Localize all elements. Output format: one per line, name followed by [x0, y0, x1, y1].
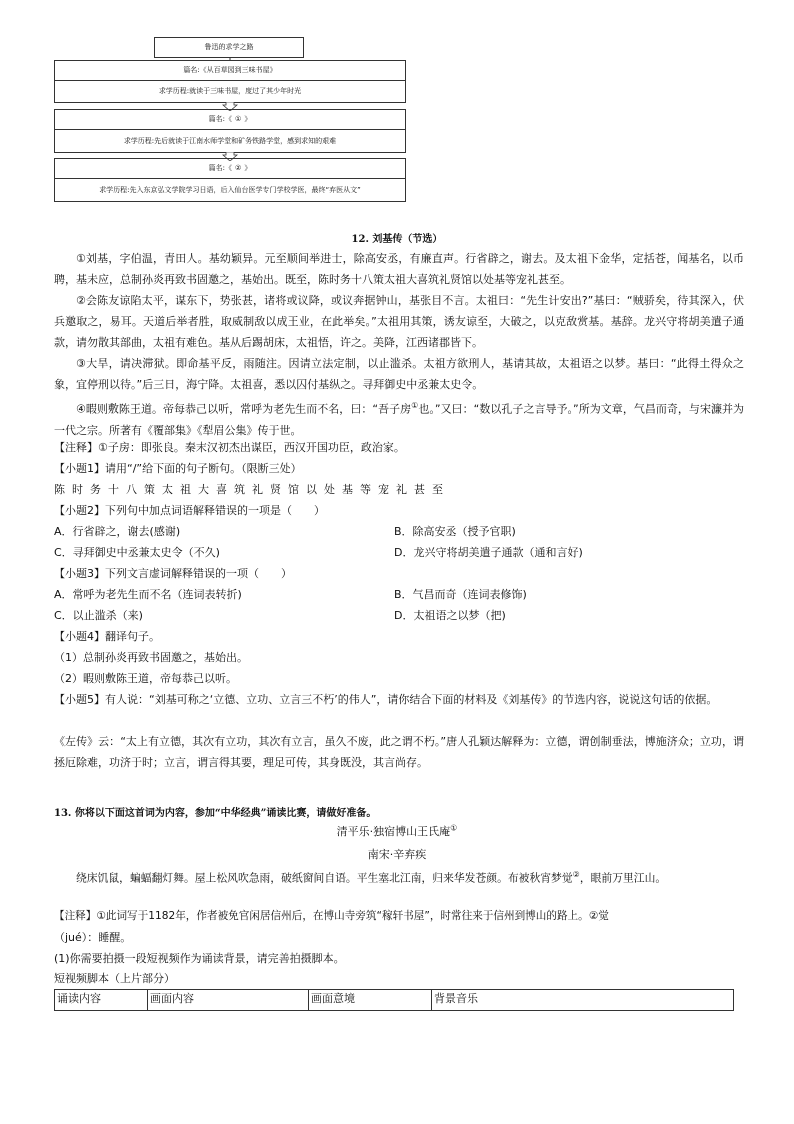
flowchart-box3-text: 求学历程:先入东京弘文学院学习日语，后入仙台医学专门学校学医，最终“弃医从文” — [54, 178, 406, 202]
q12-paragraph-1: ①刘基，字伯温，青田人。基幼颖异。元至顺间举进士，除高安丞，有廉直声。行省辟之，谢去。及太祖下金华，定括苍，闻基名，以币聘，基未应，总制孙炎再致书固邀之，基始出。既至，陈时务十八策太祖大喜筑礼贤馆以处基等宠礼甚至。 — [54, 252, 744, 286]
q12-paragraph-4 — [54, 395, 744, 441]
table-header-cell: 画面内容 — [148, 990, 309, 1011]
sub2-option-b: B．除高安丞（授予官职) — [394, 525, 516, 538]
sub4-item-1: （1）总制孙炎再致书固邀之，基始出。 — [54, 651, 248, 664]
flowchart-box2-title — [54, 109, 406, 130]
poem-author: 南宋·辛弃疾 — [367, 848, 427, 861]
poem-text-b: ，眼前万里江山。 — [579, 871, 667, 885]
blank-1: ① — [232, 110, 244, 130]
script-caption: 短视频脚本（上片部分） — [54, 972, 175, 985]
footnote-mark: ① — [450, 823, 458, 833]
blank-2: ② — [232, 159, 244, 179]
q13-note-line1: 【注释】①此词写于1182年，作者被免官闲居信州后，在博山寺旁筑“稼轩书屋”，时常往来于信州到博山的路上。②觉 — [54, 910, 609, 922]
box2-suffix: 》 — [244, 115, 252, 123]
sub4-item-2: （2）暇则敷陈王道，帝每恭己以听。 — [54, 672, 237, 685]
q12-note: 【注释】①子房：即张良。秦末汉初杰出谋臣，西汉开国功臣，政治家。 — [54, 441, 405, 454]
q13-task: (1)你需要拍摄一段短视频作为诵读背景，请完善拍摄脚本。 — [54, 952, 345, 965]
sub2-option-d: D．龙兴守将胡美遣子通款（通和言好) — [394, 546, 583, 559]
flowchart-box3-title — [54, 158, 406, 179]
table-header-cell: 画面意境 — [309, 990, 432, 1011]
p4-text-b: 也。”又曰：“数以孔子之言导予。”所为文章，气昌而奇，与宋濂并为一代之宗。所著有《覆部集》《犁眉公集》传于世。 — [54, 402, 745, 437]
poem-text-a: 绕床饥鼠，蝙蝠翻灯舞。屋上松风吹急雨，破纸窗间自语。平生塞北江南，归来华发苍颜。布被秋宵梦觉 — [76, 871, 573, 885]
sub2-option-c: C．寻拜御史中丞兼太史令（不久) — [54, 546, 220, 559]
p4-text-a: ④暇则敷陈王道。帝每恭己以听，常呼为老先生而不名，曰：“吾子房 — [76, 402, 412, 416]
poem-title-text: 清平乐·独宿博山王氏庵 — [336, 825, 451, 838]
q12-paragraph-3: ③大旱，请决滞狱。即命基平反，雨随注。因请立法定制，以止滥杀。太祖方欲刑人，基请其故，太祖语之以梦。基曰：“此得土得众之象，宜停刑以待。”后三日，海宁降。太祖喜，悉以囚付基纵之。寻拜御史中丞兼太史令。 — [54, 357, 744, 391]
poem-title — [0, 823, 794, 839]
table-header-row — [55, 990, 734, 1011]
flowchart-box2-text: 求学历程:先后就读于江南水师学堂和矿务铁路学堂，感到求知的艰难 — [54, 129, 406, 153]
box3-prefix: 篇名:《 — [208, 164, 233, 172]
table-header-cell: 诵读内容 — [55, 990, 148, 1011]
table-header-cell: 背景音乐 — [432, 990, 734, 1011]
box2-prefix: 篇名:《 — [208, 115, 233, 123]
sub3-question: 【小题3】下列文言虚词解释错误的一项（ ） — [54, 567, 292, 580]
sub2-option-a: A．行省辟之，谢去(感谢) — [54, 525, 181, 538]
sub3-option-d: D．太祖语之以梦（把) — [394, 609, 506, 622]
sub2-question: 【小题2】下列句中加点词语解释错误的一项是（ ） — [54, 504, 325, 517]
video-script-table — [54, 989, 734, 1011]
poem-text — [54, 864, 744, 889]
flowchart-title: 鲁迅的求学之路 — [154, 37, 304, 58]
sub3-option-c: C．以止滥杀（来) — [54, 609, 143, 622]
q13-note-line2: （jué）：睡醒。 — [54, 931, 132, 944]
box3-suffix: 》 — [244, 164, 252, 172]
flowchart-box1-title: 篇名:《从百草园到三味书屋》 — [54, 60, 406, 81]
footnote-mark: ① — [411, 401, 419, 410]
footnote-mark: ② — [572, 870, 580, 879]
sub3-option-a: A．常呼为老先生而不名（连词表转折) — [54, 588, 242, 601]
sub4-question: 【小题4】翻译句子。 — [54, 630, 160, 643]
sub5-question: 【小题5】有人说：“刘基可称之‘立德、立功、立言三不朽’的伟人”，请你结合下面的材料及《刘基传》的节选内容，说说这句话的依据。 — [54, 693, 718, 706]
sub1-question: 【小题1】请用“/”给下面的句子断句。（限断三处） — [54, 462, 302, 475]
flowchart-box1-text: 求学历程:就读于三味书屋，度过了其少年时光 — [54, 80, 406, 103]
sub3-option-b: B．气昌而奇（连词表修饰) — [394, 588, 527, 601]
q12-paragraph-2: ②会陈友谅陷太平，谋东下，势张甚，诸将或议降，或议奔据钟山，基张目不言。太祖曰：“先生计安出?”基曰：“贼骄矣，待其深入，伏兵邀取之，易耳。天道后举者胜，取威制敌以成王业，在此举矣。”太祖用其策，诱友谅至，大破之，以克敌赏基。基辞。龙兴守将胡美遣子通款，请勿散其部曲，太祖有难色。基从后踢胡床，太祖悟，许之。美降，江西诸郡皆下。 — [54, 294, 744, 349]
zuozhuan-material: 《左传》云：“太上有立德，其次有立功，其次有立言，虽久不废，此之谓不朽。”唐人孔颖达解释为：立德，谓创制垂法，博施济众；立功，谓拯厄除难，功济于时；立言，谓言得其要，理足可传，其身既没，其言尚存。 — [54, 735, 744, 769]
q12-title: 12. 刘基传（节选） — [351, 234, 443, 245]
q13-title: 13. 你将以下面这首词为内容，参加“中华经典”诵读比赛，请做好准备。 — [54, 808, 377, 819]
sub1-sentence: 陈时务十八策太祖大喜筑礼贤馆以处基等宠礼甚至 — [54, 483, 450, 496]
